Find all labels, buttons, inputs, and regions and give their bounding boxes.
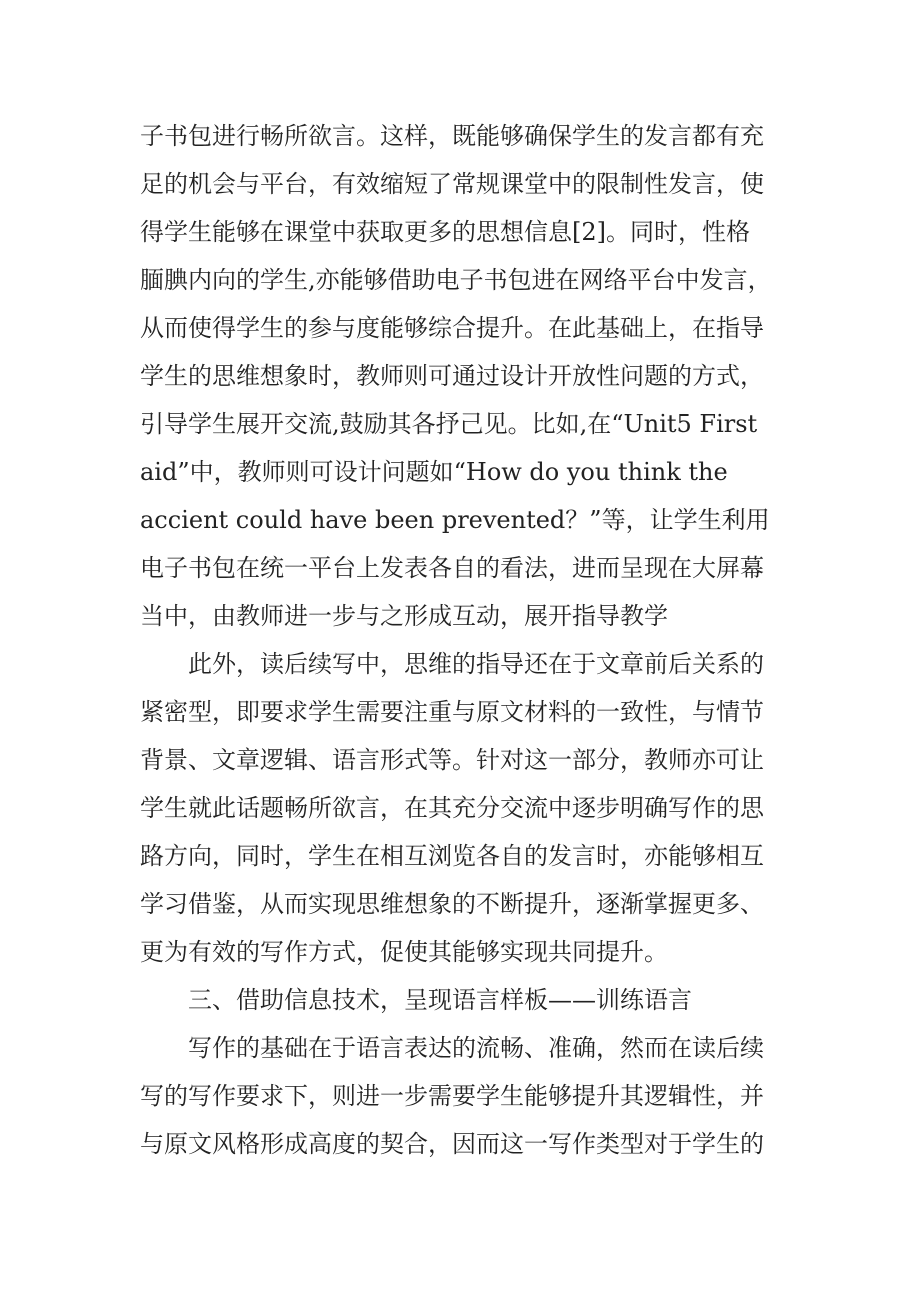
paragraph-line: 背景、文章逻辑、语言形式等。针对这一部分，教师亦可让 — [140, 746, 764, 774]
paragraph-line: 得学生能够在课堂中获取更多的思想信息[2]。同时，性格 — [140, 218, 750, 246]
paragraph-line: 引导学生展开交流,鼓励其各抒己见。比如,在“Unit5 First — [140, 410, 758, 438]
paragraph-line: 腼腆内向的学生,亦能够借助电子书包进在网络平台中发言， — [140, 266, 772, 294]
paragraph-line: 学习借鉴，从而实现思维想象的不断提升，逐渐掌握更多、 — [140, 890, 764, 918]
paragraph-line: 与原文风格形成高度的契合，因而这一写作类型对于学生的 — [140, 1130, 764, 1158]
paragraph-line: 路方向，同时，学生在相互浏览各自的发言时，亦能够相互 — [140, 842, 764, 870]
paragraph-line: 足的机会与平台，有效缩短了常规课堂中的限制性发言，使 — [140, 170, 764, 198]
paragraph-line: 当中，由教师进一步与之形成互动，展开指导教学 — [140, 602, 668, 630]
paragraph-line: 写的写作要求下，则进一步需要学生能够提升其逻辑性，并 — [140, 1082, 764, 1110]
paragraph-line: 电子书包在统一平台上发表各自的看法，进而呈现在大屏幕 — [140, 554, 764, 582]
paragraph-line: accient could have been prevented？”等，让学生利用 — [140, 506, 770, 534]
paragraph-line: 学生就此话题畅所欲言，在其充分交流中逐步明确写作的思 — [140, 794, 764, 822]
paragraph-line: 更为有效的写作方式，促使其能够实现共同提升。 — [140, 938, 668, 966]
paragraph-1 — [140, 112, 790, 640]
paragraph-line: 紧密型，即要求学生需要注重与原文材料的一致性，与情节 — [140, 698, 764, 726]
paragraph-2 — [140, 640, 790, 976]
paragraph-line: 从而使得学生的参与度能够综合提升。在此基础上，在指导 — [140, 314, 764, 342]
paragraph-line: 子书包进行畅所欲言。这样，既能够确保学生的发言都有充 — [140, 122, 764, 150]
paragraph-line: aid”中，教师则可设计问题如“How do you think the — [140, 458, 728, 486]
paragraph-3 — [140, 1024, 790, 1168]
paragraph-line: 此外，读后续写中，思维的指导还在于文章前后关系的 — [188, 650, 764, 678]
document-body — [140, 112, 790, 1168]
section-heading: 三、借助信息技术，呈现语言样板——训练语言 — [188, 986, 692, 1014]
paragraph-line: 学生的思维想象时，教师则可通过设计开放性问题的方式， — [140, 362, 764, 390]
paragraph-line: 写作的基础在于语言表达的流畅、准确，然而在读后续 — [188, 1034, 764, 1062]
